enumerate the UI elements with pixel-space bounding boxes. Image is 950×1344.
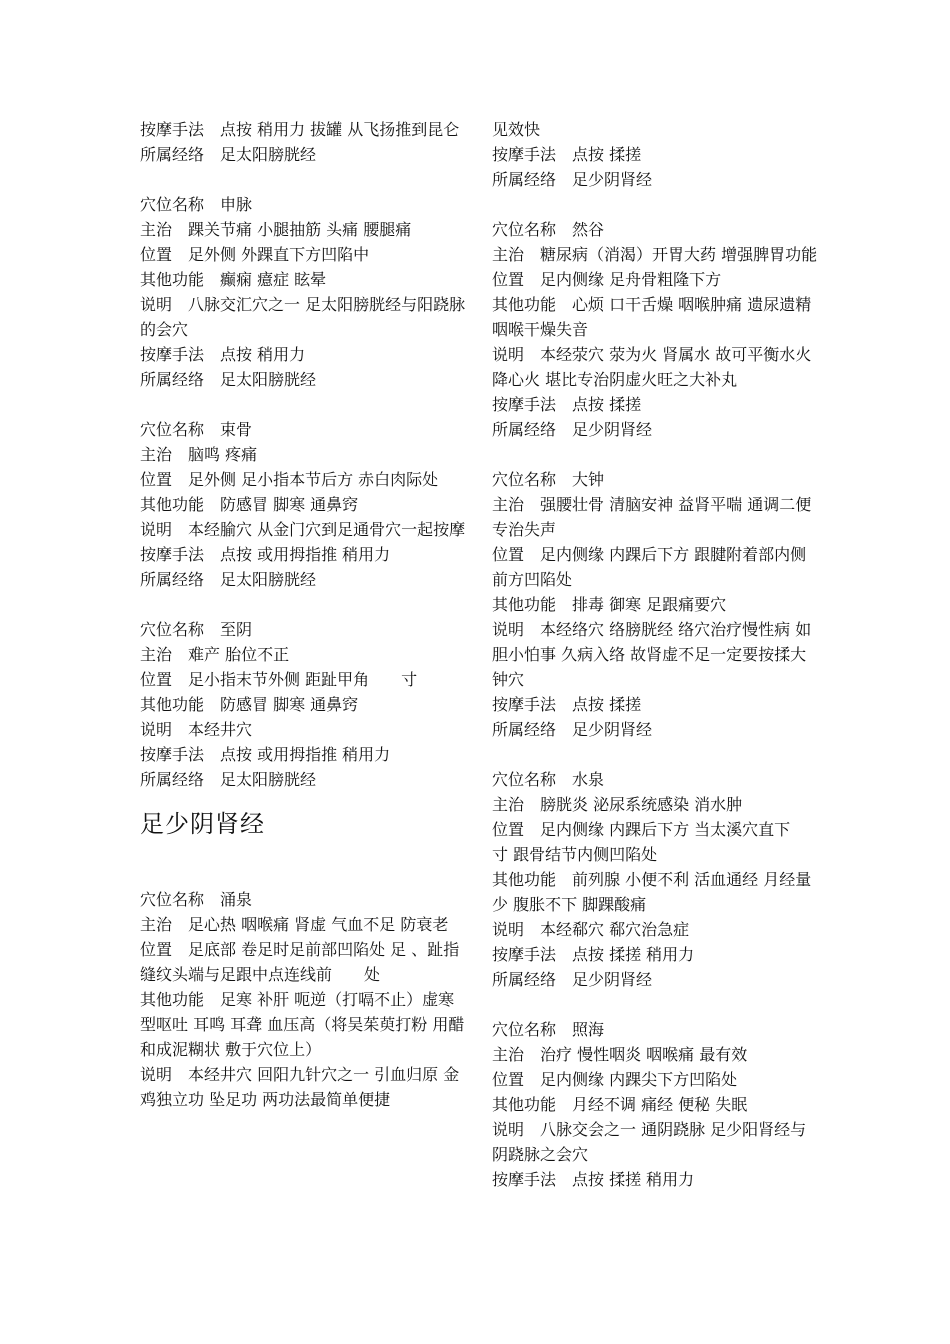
entry-block: [140, 617, 466, 792]
text-line: 主治 糖尿病（消渴）开胃大药 增强脾胃功能: [492, 245, 818, 264]
text-line: 位置 足内侧缘 足舟骨粗隆下方: [492, 270, 722, 289]
text-line: 按摩手法 点按 或用拇指推 稍用力: [140, 745, 391, 764]
text-line: 位置 足内侧缘 内踝后下方 当太溪穴直下 寸 跟骨结节内侧凹陷处: [492, 820, 807, 864]
left-column: [140, 117, 466, 1112]
text-line: 穴位名称 然谷: [492, 220, 605, 239]
text-line: 位置 足内侧缘 内踝尖下方凹陷处: [492, 1070, 738, 1089]
text-line: 主治 治疗 慢性咽炎 咽喉痛 最有效: [492, 1045, 748, 1064]
spacer: [492, 992, 818, 1017]
text-line: 按摩手法 点按 揉搓: [492, 145, 642, 164]
text-line: 所属经络 足少阴肾经: [492, 970, 653, 989]
text-line: 按摩手法 点按 揉搓: [492, 395, 642, 414]
entry-block: [140, 417, 466, 592]
text-line: 穴位名称 涌泉: [140, 890, 253, 909]
text-line: 说明 八脉交汇穴之一 足太阳膀胱经与阳跷脉的会穴: [140, 295, 466, 339]
text-line: 按摩手法 点按 揉搓 稍用力: [492, 1170, 695, 1189]
text-line: 按摩手法 点按 或用拇指推 稍用力: [140, 545, 391, 564]
text-line: 主治 脑鸣 疼痛: [140, 445, 258, 464]
text-line: 主治 足心热 咽喉痛 肾虚 气血不足 防衰老: [140, 915, 449, 934]
section-heading: 足少阴肾经: [140, 810, 265, 838]
text-line: 说明 本经井穴 回阳九针穴之一 引血归原 金鸡独立功 坠足功 两功法最简单便捷: [140, 1065, 460, 1109]
right-column: [492, 117, 818, 1192]
text-line: 按摩手法 点按 稍用力: [140, 345, 306, 364]
entry-block: [492, 467, 818, 742]
text-line: 按摩手法 点按 揉搓 稍用力: [492, 945, 695, 964]
entry-block: [140, 887, 466, 1112]
text-line: 位置 足底部 卷足时足前部凹陷处 足 、趾指缝纹头端与足跟中点连线前 处: [140, 940, 460, 984]
text-line: 位置 足外侧 外踝直下方凹陷中: [140, 245, 370, 264]
spacer: [140, 167, 466, 192]
text-line: 所属经络 足少阴肾经: [492, 420, 653, 439]
text-line: 说明 本经郗穴 郗穴治急症: [492, 920, 690, 939]
spacer: [492, 742, 818, 767]
text-line: 主治 强腰壮骨 清脑安神 益肾平喘 通调二便 专治失声: [492, 495, 817, 539]
text-line: 见效快: [492, 120, 541, 139]
text-line: 穴位名称 大钟: [492, 470, 605, 489]
text-line: 按摩手法 点按 稍用力 拔罐 从飞扬推到昆仑: [140, 120, 460, 139]
text-line: 其他功能 癫痫 癔症 眩晕: [140, 270, 327, 289]
text-line: 其他功能 排毒 御寒 足跟痛要穴: [492, 595, 727, 614]
spacer: [140, 392, 466, 417]
entry-block: [140, 192, 466, 392]
spacer: [492, 442, 818, 467]
text-line: 其他功能 足寒 补肝 呃逆（打嗝不止）虚寒型呕吐 耳鸣 耳聋 血压高（将吴茱萸打粉 用醋和成泥糊状 敷于穴位上）: [140, 990, 465, 1059]
text-line: 穴位名称 束骨: [140, 420, 253, 439]
text-line: 穴位名称 照海: [492, 1020, 605, 1039]
spacer: [140, 592, 466, 617]
text-line: 所属经络 足太阳膀胱经: [140, 145, 317, 164]
text-line: 说明 本经腧穴 从金门穴到足通骨穴一起按摩: [140, 520, 466, 539]
entry-block: [492, 117, 818, 192]
text-line: 其他功能 心烦 口干舌燥 咽喉肿痛 遗尿遗精 咽喉干燥失音: [492, 295, 817, 339]
entry-block: [492, 767, 818, 992]
text-line: 穴位名称 水泉: [492, 770, 605, 789]
text-line: 其他功能 前列腺 小便不利 活血通经 月经量少 腹胀不下 脚踝酸痛: [492, 870, 812, 914]
text-line: 所属经络 足少阴肾经: [492, 720, 653, 739]
text-line: 说明 本经井穴: [140, 720, 253, 739]
text-line: 主治 膀胱炎 泌尿系统感染 消水肿: [492, 795, 743, 814]
text-line: 说明 本经络穴 络膀胱经 络穴治疗慢性病 如胆小怕事 久病入络 故肾虚不足一定要按揉大钟穴: [492, 620, 812, 689]
text-line: 位置 足内侧缘 内踝后下方 跟腱附着部内侧前方凹陷处: [492, 545, 807, 589]
text-line: 其他功能 月经不调 痛经 便秘 失眠: [492, 1095, 748, 1114]
spacer: [492, 192, 818, 217]
text-line: 按摩手法 点按 揉搓: [492, 695, 642, 714]
entry-block: [140, 117, 466, 167]
text-line: 所属经络 足太阳膀胱经: [140, 770, 317, 789]
text-line: 主治 踝关节痛 小腿抽筋 头痛 腰腿痛: [140, 220, 412, 239]
text-line: 位置 足小指末节外侧 距趾甲角 寸: [140, 670, 418, 689]
text-line: 穴位名称 申脉: [140, 195, 253, 214]
text-line: 说明 本经荥穴 荥为火 肾属水 故可平衡水火 降心火 堪比专治阴虚火旺之大补丸: [492, 345, 817, 389]
entry-block: [492, 1017, 818, 1192]
text-line: 所属经络 足太阳膀胱经: [140, 370, 317, 389]
text-line: 主治 难产 胎位不正: [140, 645, 290, 664]
text-line: 说明 八脉交会之一 通阴跷脉 足少阳肾经与阴跷脉之会穴: [492, 1120, 807, 1164]
text-line: 穴位名称 至阴: [140, 620, 253, 639]
text-line: 其他功能 防感冒 脚寒 通鼻窍: [140, 695, 359, 714]
text-line: 其他功能 防感冒 脚寒 通鼻窍: [140, 495, 359, 514]
text-line: 所属经络 足少阴肾经: [492, 170, 653, 189]
text-line: 位置 足外侧 足小指本节后方 赤白肉际处: [140, 470, 439, 489]
text-line: 所属经络 足太阳膀胱经: [140, 570, 317, 589]
entry-block: [492, 217, 818, 442]
